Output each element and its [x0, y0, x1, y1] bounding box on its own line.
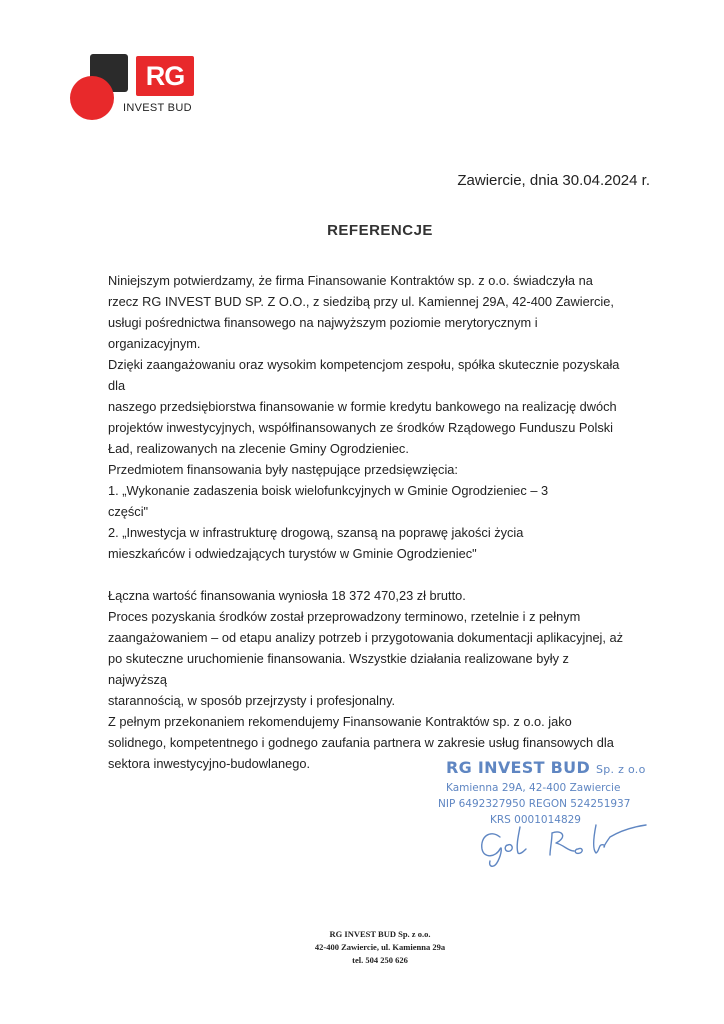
body-line: usługi pośrednictwa finansowego na najwyższym poziomie merytorycznym i	[108, 315, 538, 330]
footer-phone: tel. 504 250 626	[352, 955, 408, 965]
logo-red-circle	[70, 76, 114, 120]
body-line: Ład, realizowanych na zlecenie Gminy Ogrodzieniec.	[108, 441, 409, 456]
stamp-company-line	[446, 758, 646, 777]
footer-company: RG INVEST BUD Sp. z o.o.	[329, 929, 431, 939]
letter-body	[108, 270, 628, 774]
letter-footer	[0, 928, 724, 967]
body-line: rzecz RG INVEST BUD SP. Z O.O., z siedzibą przy ul. Kamiennej 29A, 42-400 Zawiercie,	[108, 294, 614, 309]
body-line: 2. „Inwestycja w infrastrukturę drogową, szansą na poprawę jakości życia	[108, 525, 524, 540]
body-line: sektora inwestycyjno-budowlanego.	[108, 756, 311, 771]
body-line: starannością, w sposób przejrzysty i profesjonalny.	[108, 693, 396, 708]
body-line: Niniejszym potwierdzamy, że firma Finansowanie Kontraktów sp. z o.o. świadczyła na	[108, 273, 593, 288]
company-logo	[70, 52, 200, 122]
body-line: mieszkańców i odwiedzających turystów w Gminie Ogrodzieniec"	[108, 546, 477, 561]
body-line: Przedmiotem finansowania były następujące przedsięwzięcia:	[108, 462, 458, 477]
body-line: Dzięki zaangażowaniu oraz wysokim kompetencjom zespołu, spółka skutecznie pozyskała dla	[108, 357, 620, 393]
body-line: Proces pozyskania środków został przeprowadzony terminowo, rzetelnie i z pełnym	[108, 609, 581, 624]
body-line: organizacyjnym.	[108, 336, 201, 351]
paragraph-gap	[108, 564, 628, 585]
handwritten-signature	[470, 815, 650, 875]
body-line: solidnego, kompetentnego i godnego zaufania partnera w zakresie usług finansowych dla	[108, 735, 614, 750]
stamp-nip-regon: NIP 6492327950 REGON 524251937	[438, 798, 631, 810]
stamp-company: RG INVEST BUD	[446, 758, 591, 777]
body-line: naszego przedsiębiorstwa finansowanie w formie kredytu bankowego na realizację dwóch	[108, 399, 617, 414]
stamp-company-suffix: Sp. z o.o	[595, 763, 646, 776]
stamp-address: Kamienna 29A, 42-400 Zawiercie	[446, 782, 621, 794]
body-line: Z pełnym przekonaniem rekomendujemy Finansowanie Kontraktów sp. z o.o. jako	[108, 714, 572, 729]
body-line: Łączna wartość finansowania wyniosła 18 372 470,23 zł brutto.	[108, 588, 466, 603]
body-line: projektów inwestycyjnych, współfinansowanych ze środków Rządowego Funduszu Polski	[108, 420, 614, 435]
logo-mark: RG	[136, 56, 194, 96]
body-line: zaangażowaniem – od etapu analizy potrzeb i przygotowania dokumentacji aplikacyjnej, aż	[108, 630, 624, 645]
letter-date: Zawiercie, dnia 30.04.2024 r.	[457, 172, 650, 189]
body-line: po skuteczne uruchomienie finansowania. Wszystkie działania realizowane były z najwyższą	[108, 651, 569, 687]
logo-name: INVEST BUD	[123, 102, 192, 114]
letter-title: REFERENCJE	[327, 222, 433, 239]
stamp-krs: KRS 0001014829	[490, 814, 581, 826]
body-line: 1. „Wykonanie zadaszenia boisk wielofunkcyjnych w Gminie Ogrodzieniec – 3	[108, 483, 549, 498]
footer-address: 42-400 Zawiercie, ul. Kamienna 29a	[314, 942, 446, 952]
body-line: części"	[108, 504, 149, 519]
